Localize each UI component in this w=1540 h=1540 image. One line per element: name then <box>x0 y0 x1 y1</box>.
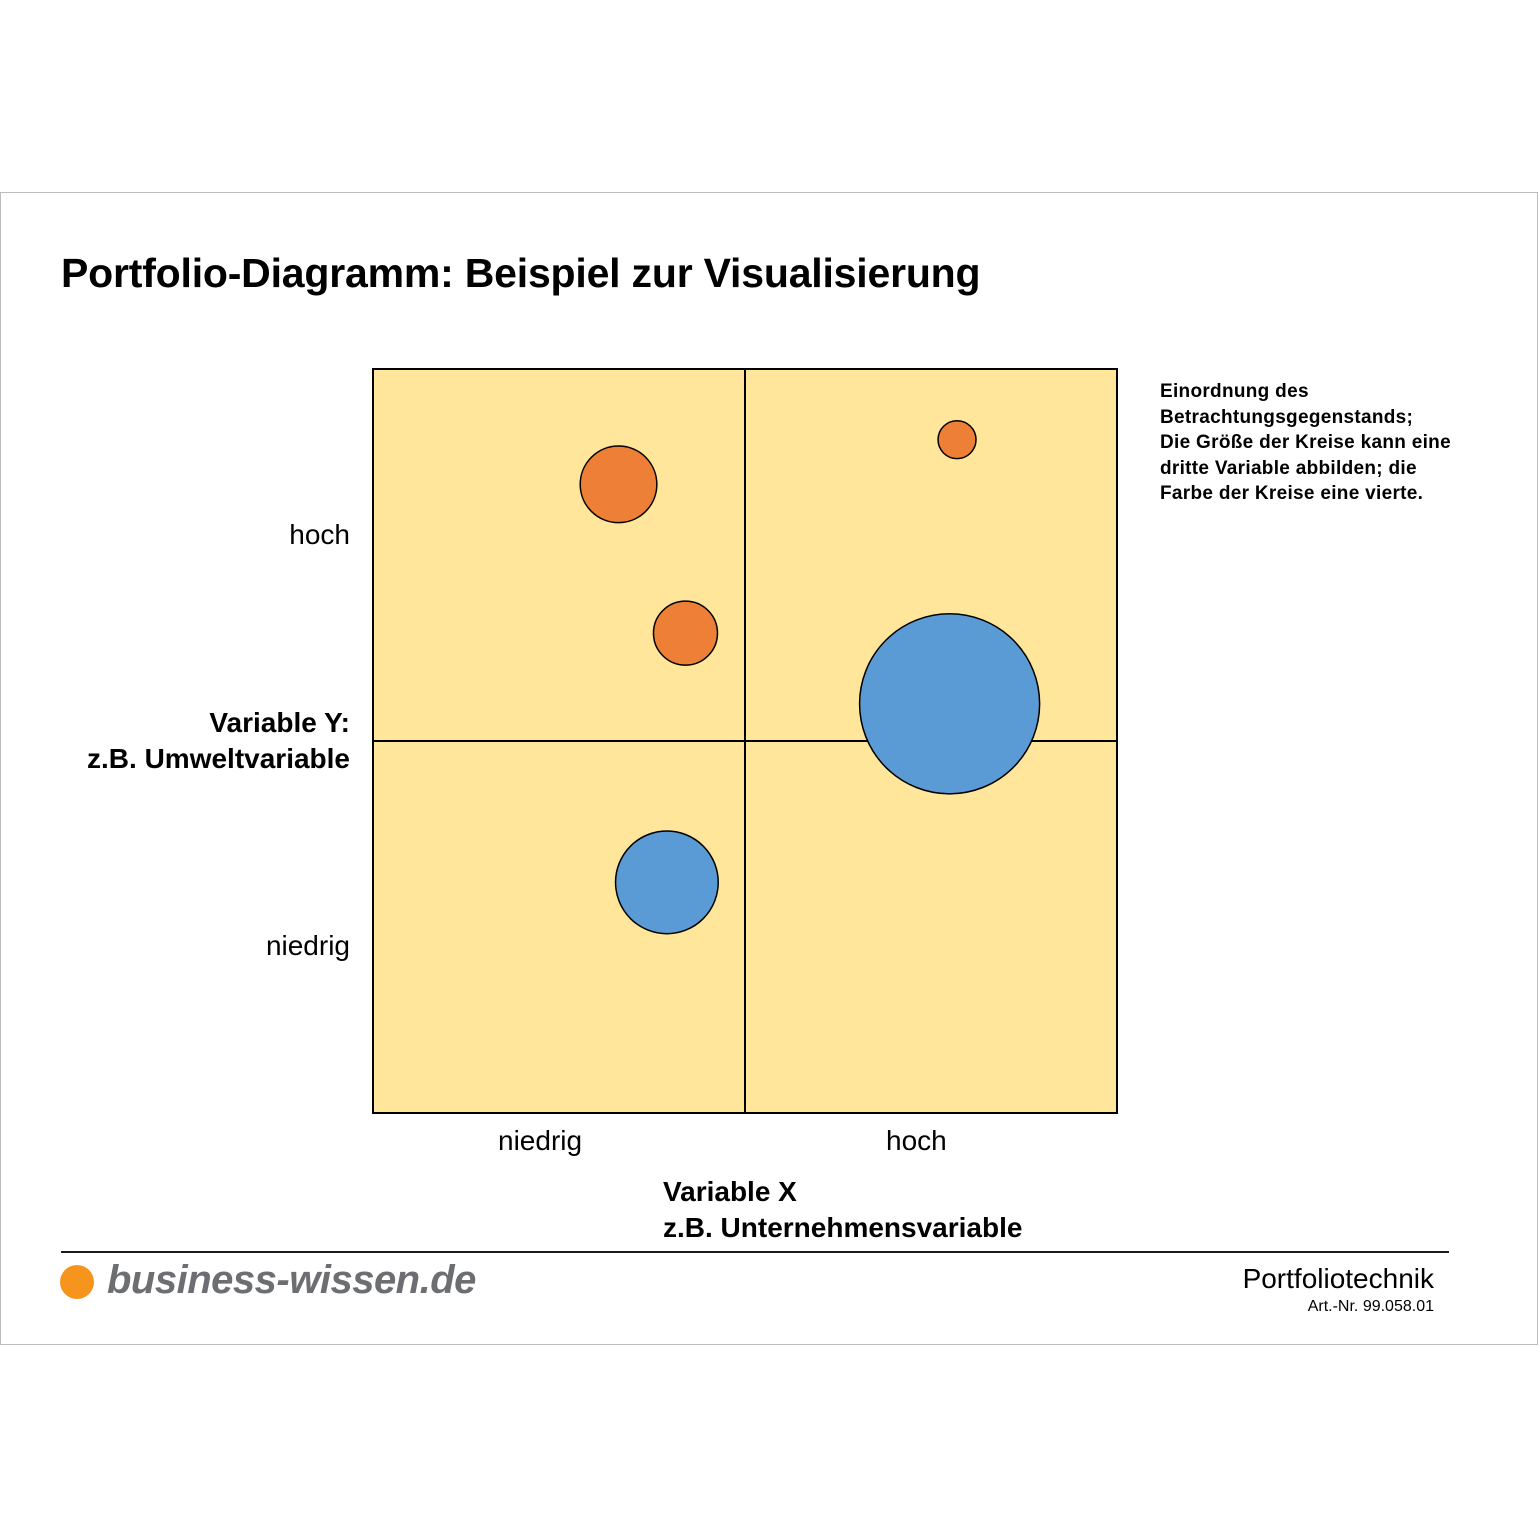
bubble-orange-2 <box>938 421 976 459</box>
note-line: Die Größe der Kreise kann eine <box>1160 432 1451 454</box>
footer-divider <box>61 1251 1449 1253</box>
bubble-blue-5 <box>616 831 719 934</box>
y-label-low: niedrig <box>265 930 350 961</box>
y-axis-title-line1: Variable Y: <box>209 707 350 738</box>
logo-text: business-wissen.de <box>107 1258 476 1302</box>
logo-dot-icon <box>60 1265 94 1299</box>
note-line: Einordnung des <box>1160 381 1309 402</box>
footer-article-number: Art.-Nr. 99.058.01 <box>1307 1298 1434 1315</box>
x-axis-title-line1: Variable X <box>663 1176 797 1207</box>
note-line: dritte Variable abbilden; die <box>1160 457 1417 479</box>
footer-topic: Portfoliotechnik <box>1242 1263 1434 1294</box>
bubble-orange-3 <box>653 601 717 665</box>
bubble-orange-1 <box>580 446 657 523</box>
y-axis-title-line2: z.B. Umweltvariable <box>87 743 350 774</box>
x-label-low: niedrig <box>498 1125 583 1156</box>
x-axis-title-line2: z.B. Unternehmensvariable <box>663 1212 1023 1243</box>
x-axis-title <box>663 1174 1022 1246</box>
note-line: Betrachtungsgegenstands; <box>1160 406 1414 428</box>
bubble-blue-4 <box>860 614 1040 794</box>
note-line: Farbe der Kreise eine vierte. <box>1160 483 1424 505</box>
explanation-note <box>1160 379 1451 507</box>
page-title: Portfolio-Diagramm: Beispiel zur Visualisierung <box>61 250 981 296</box>
x-label-high: hoch <box>886 1125 947 1156</box>
y-label-high: hoch <box>289 519 350 550</box>
